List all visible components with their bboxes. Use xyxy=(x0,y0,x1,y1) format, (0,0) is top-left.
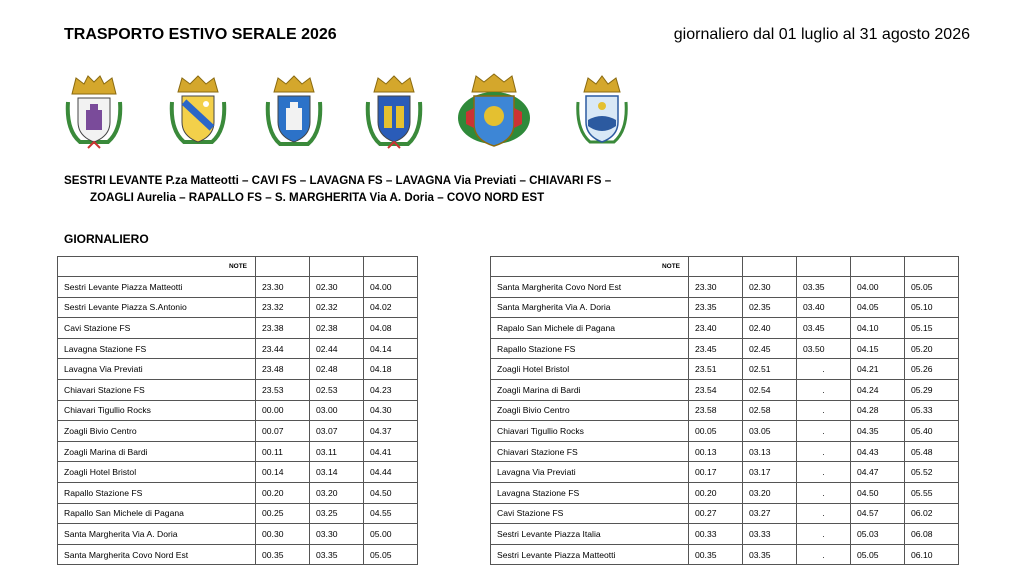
stop-name: Zoagli Bivio Centro xyxy=(491,400,689,421)
departure-time: 05.05 xyxy=(851,544,905,565)
stop-name: Lavagna Stazione FS xyxy=(491,482,689,503)
departure-time: 02.54 xyxy=(743,379,797,400)
departure-time: . xyxy=(797,503,851,524)
departure-time: 05.33 xyxy=(905,400,959,421)
departure-time: 02.51 xyxy=(743,359,797,380)
stop-name: Rapallo Stazione FS xyxy=(58,482,256,503)
table-row xyxy=(491,379,959,400)
departure-time: 04.02 xyxy=(364,297,418,318)
departure-time: 02.44 xyxy=(310,338,364,359)
departure-time: 03.07 xyxy=(310,421,364,442)
departure-time: 23.45 xyxy=(689,338,743,359)
table-row xyxy=(491,544,959,565)
crest-lavagna-icon xyxy=(166,72,230,152)
departure-time: 02.32 xyxy=(310,297,364,318)
stop-name: Zoagli Marina di Bardi xyxy=(491,379,689,400)
departure-time: 00.13 xyxy=(689,441,743,462)
departure-time: . xyxy=(797,524,851,545)
stop-name: Sestri Levante Piazza Matteotti xyxy=(491,544,689,565)
departure-time: 05.55 xyxy=(905,482,959,503)
departure-time: 03.13 xyxy=(743,441,797,462)
note-cell xyxy=(689,257,743,277)
departure-time: 04.10 xyxy=(851,318,905,339)
crest-zoagli-icon xyxy=(362,72,426,152)
table-row xyxy=(58,441,418,462)
table-row xyxy=(58,524,418,545)
note-cell xyxy=(364,257,418,277)
departure-time: 04.00 xyxy=(364,277,418,298)
departure-time: 23.30 xyxy=(689,277,743,298)
departure-time: 00.35 xyxy=(256,544,310,565)
table-row xyxy=(58,297,418,318)
departure-time: 23.48 xyxy=(256,359,310,380)
note-cell xyxy=(256,257,310,277)
departure-time: 04.35 xyxy=(851,421,905,442)
departure-time: 04.21 xyxy=(851,359,905,380)
departure-time: 23.51 xyxy=(689,359,743,380)
departure-time: 03.11 xyxy=(310,441,364,462)
departure-time: . xyxy=(797,544,851,565)
departure-time: 06.10 xyxy=(905,544,959,565)
departure-time: 05.05 xyxy=(364,544,418,565)
table-row xyxy=(491,318,959,339)
table-row xyxy=(58,277,418,298)
departure-time: . xyxy=(797,359,851,380)
crest-chiavari-icon xyxy=(262,72,326,152)
crest-santa-margherita-icon xyxy=(570,72,634,152)
departure-time: 23.35 xyxy=(689,297,743,318)
departure-time: 23.40 xyxy=(689,318,743,339)
stop-name: Lavagna Via Previati xyxy=(58,359,256,380)
timetable-header-row xyxy=(58,257,418,277)
table-row xyxy=(58,359,418,380)
departure-time: 05.48 xyxy=(905,441,959,462)
stop-name: Rapalo San Michele di Pagana xyxy=(491,318,689,339)
departure-time: . xyxy=(797,379,851,400)
departure-time: 00.25 xyxy=(256,503,310,524)
crest-sestri-levante-icon xyxy=(62,72,126,152)
table-row xyxy=(58,482,418,503)
table-row xyxy=(58,544,418,565)
departure-time: 03.40 xyxy=(797,297,851,318)
departure-time: 06.02 xyxy=(905,503,959,524)
departure-time: . xyxy=(797,441,851,462)
departure-time: 02.30 xyxy=(310,277,364,298)
stop-name: Chiavari Tigullio Rocks xyxy=(58,400,256,421)
timetable-header-row xyxy=(491,257,959,277)
note-label: NOTE xyxy=(58,257,256,277)
departure-time: 04.28 xyxy=(851,400,905,421)
route-line-2: ZOAGLI Aurelia – RAPALLO FS – S. MARGHERITA Via A. Doria – COVO NORD EST xyxy=(90,191,545,204)
departure-time: 03.50 xyxy=(797,338,851,359)
stop-name: Lavagna Stazione FS xyxy=(58,338,256,359)
departure-time: 03.05 xyxy=(743,421,797,442)
table-row xyxy=(58,421,418,442)
departure-time: 04.41 xyxy=(364,441,418,462)
table-row xyxy=(58,462,418,483)
departure-time: 23.58 xyxy=(689,400,743,421)
stop-name: Santa Margherita Covo Nord Est xyxy=(491,277,689,298)
page-title: TRASPORTO ESTIVO SERALE 2026 xyxy=(64,26,337,43)
table-row xyxy=(491,524,959,545)
note-cell xyxy=(743,257,797,277)
timetable-return xyxy=(490,256,959,565)
stop-name: Santa Margherita Via A. Doria xyxy=(58,524,256,545)
note-cell xyxy=(851,257,905,277)
departure-time: 04.14 xyxy=(364,338,418,359)
departure-time: 04.30 xyxy=(364,400,418,421)
departure-time: . xyxy=(797,421,851,442)
departure-time: 03.25 xyxy=(310,503,364,524)
departure-time: 04.44 xyxy=(364,462,418,483)
departure-time: 02.40 xyxy=(743,318,797,339)
departure-time: 03.27 xyxy=(743,503,797,524)
departure-time: 05.40 xyxy=(905,421,959,442)
stop-name: Chiavari Stazione FS xyxy=(491,441,689,462)
stop-name: Zoagli Bivio Centro xyxy=(58,421,256,442)
departure-time: 03.35 xyxy=(743,544,797,565)
departure-time: 04.08 xyxy=(364,318,418,339)
stop-name: Chiavari Stazione FS xyxy=(58,379,256,400)
departure-time: 04.50 xyxy=(364,482,418,503)
stop-name: Sestri Levante Piazza Matteotti xyxy=(58,277,256,298)
departure-time: 05.10 xyxy=(905,297,959,318)
departure-time: 03.14 xyxy=(310,462,364,483)
crest-rapallo-icon xyxy=(454,72,534,152)
departure-time: 04.57 xyxy=(851,503,905,524)
municipal-crests xyxy=(62,72,642,154)
departure-time: 02.48 xyxy=(310,359,364,380)
departure-time: 03.00 xyxy=(310,400,364,421)
table-row xyxy=(491,277,959,298)
table-row xyxy=(491,400,959,421)
departure-time: 00.07 xyxy=(256,421,310,442)
departure-time: 02.38 xyxy=(310,318,364,339)
stop-name: Santa Margherita Via A. Doria xyxy=(491,297,689,318)
departure-time: 04.05 xyxy=(851,297,905,318)
note-cell xyxy=(905,257,959,277)
departure-time: . xyxy=(797,482,851,503)
note-cell xyxy=(310,257,364,277)
departure-time: 00.27 xyxy=(689,503,743,524)
stop-name: Zoagli Hotel Bristol xyxy=(58,462,256,483)
table-row xyxy=(58,318,418,339)
stop-name: Cavi Stazione FS xyxy=(491,503,689,524)
stop-name: Zoagli Marina di Bardi xyxy=(58,441,256,462)
departure-time: 00.17 xyxy=(689,462,743,483)
departure-time: 05.20 xyxy=(905,338,959,359)
departure-time: 03.45 xyxy=(797,318,851,339)
departure-time: 04.37 xyxy=(364,421,418,442)
departure-time: 23.30 xyxy=(256,277,310,298)
stop-name: Cavi Stazione FS xyxy=(58,318,256,339)
departure-time: 04.55 xyxy=(364,503,418,524)
note-label: NOTE xyxy=(491,257,689,277)
table-row xyxy=(491,297,959,318)
departure-time: 02.45 xyxy=(743,338,797,359)
stop-name: Rapallo San Michele di Pagana xyxy=(58,503,256,524)
departure-time: 05.05 xyxy=(905,277,959,298)
stop-name: Chiavari Tigullio Rocks xyxy=(491,421,689,442)
departure-time: 05.15 xyxy=(905,318,959,339)
table-row xyxy=(58,503,418,524)
departure-time: 23.54 xyxy=(689,379,743,400)
departure-time: 02.53 xyxy=(310,379,364,400)
service-period: giornaliero dal 01 luglio al 31 agosto 2026 xyxy=(673,26,970,43)
stop-name: Santa Margherita Covo Nord Est xyxy=(58,544,256,565)
departure-time: 02.30 xyxy=(743,277,797,298)
table-row xyxy=(58,400,418,421)
departure-time: 00.11 xyxy=(256,441,310,462)
departure-time: 00.30 xyxy=(256,524,310,545)
departure-time: 05.03 xyxy=(851,524,905,545)
departure-time: 23.38 xyxy=(256,318,310,339)
table-row xyxy=(58,338,418,359)
departure-time: 02.35 xyxy=(743,297,797,318)
departure-time: 03.20 xyxy=(310,482,364,503)
departure-time: 06.08 xyxy=(905,524,959,545)
table-row xyxy=(491,503,959,524)
departure-time: 04.23 xyxy=(364,379,418,400)
departure-time: . xyxy=(797,462,851,483)
departure-time: 00.20 xyxy=(689,482,743,503)
table-row xyxy=(491,338,959,359)
departure-time: 02.58 xyxy=(743,400,797,421)
departure-time: 03.30 xyxy=(310,524,364,545)
departure-time: 04.15 xyxy=(851,338,905,359)
stop-name: Lavagna Via Previati xyxy=(491,462,689,483)
table-row xyxy=(491,441,959,462)
departure-time: 05.52 xyxy=(905,462,959,483)
departure-time: . xyxy=(797,400,851,421)
departure-time: 05.29 xyxy=(905,379,959,400)
departure-time: 04.18 xyxy=(364,359,418,380)
departure-time: 03.20 xyxy=(743,482,797,503)
note-cell xyxy=(797,257,851,277)
departure-time: 04.43 xyxy=(851,441,905,462)
departure-time: 03.35 xyxy=(797,277,851,298)
timetable-outbound xyxy=(57,256,418,565)
departure-time: 23.32 xyxy=(256,297,310,318)
stop-name: Sestri Levante Piazza Italia xyxy=(491,524,689,545)
departure-time: 23.44 xyxy=(256,338,310,359)
stop-name: Zoagli Hotel Bristol xyxy=(491,359,689,380)
departure-time: 03.33 xyxy=(743,524,797,545)
departure-time: 00.05 xyxy=(689,421,743,442)
departure-time: 05.26 xyxy=(905,359,959,380)
table-row xyxy=(491,462,959,483)
stop-name: Sestri Levante Piazza S.Antonio xyxy=(58,297,256,318)
departure-time: 00.14 xyxy=(256,462,310,483)
departure-time: 03.17 xyxy=(743,462,797,483)
departure-time: 05.00 xyxy=(364,524,418,545)
route-description xyxy=(64,172,611,206)
route-line-1: SESTRI LEVANTE P.za Matteotti – CAVI FS – LAVAGNA FS – LAVAGNA Via Previati – CHIAVARI FS – xyxy=(64,174,612,187)
departure-time: 00.35 xyxy=(689,544,743,565)
section-label: GIORNALIERO xyxy=(64,232,149,246)
stop-name: Rapallo Stazione FS xyxy=(491,338,689,359)
departure-time: 04.50 xyxy=(851,482,905,503)
table-row xyxy=(491,421,959,442)
table-row xyxy=(491,482,959,503)
departure-time: 23.53 xyxy=(256,379,310,400)
table-row xyxy=(491,359,959,380)
departure-time: 03.35 xyxy=(310,544,364,565)
departure-time: 00.33 xyxy=(689,524,743,545)
departure-time: 04.00 xyxy=(851,277,905,298)
departure-time: 04.47 xyxy=(851,462,905,483)
departure-time: 04.24 xyxy=(851,379,905,400)
table-row xyxy=(58,379,418,400)
departure-time: 00.00 xyxy=(256,400,310,421)
departure-time: 00.20 xyxy=(256,482,310,503)
